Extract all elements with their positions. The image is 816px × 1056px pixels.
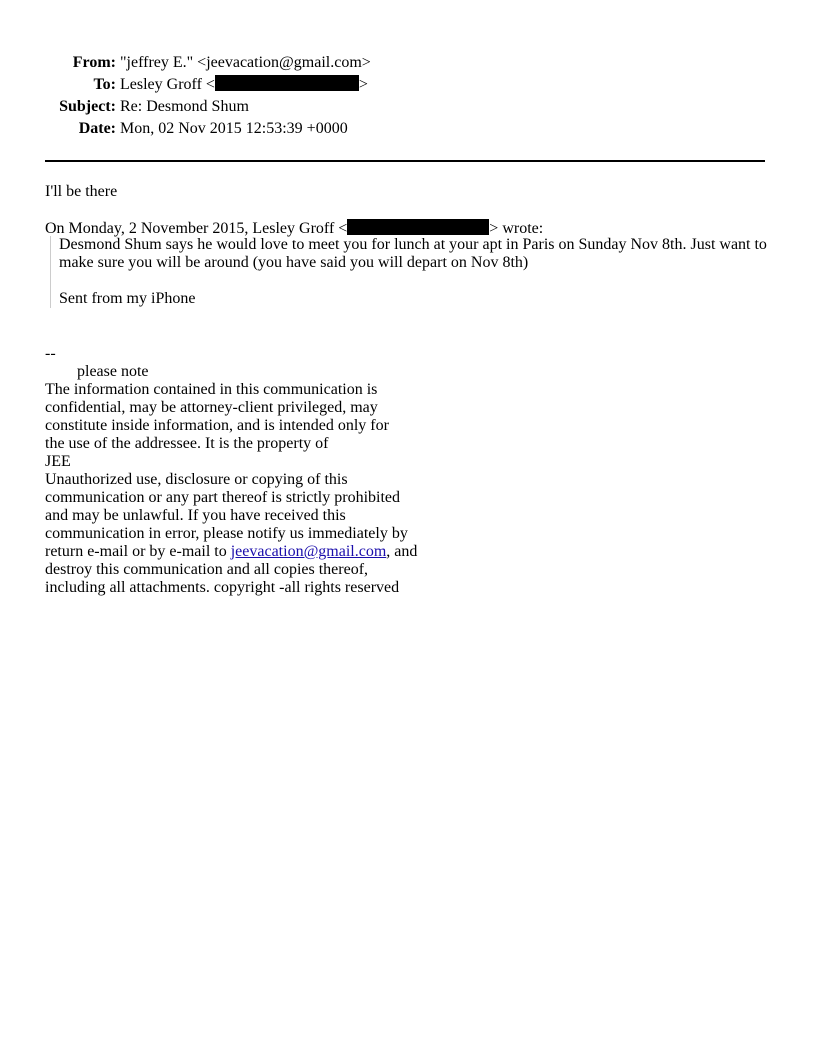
- header-divider: [45, 160, 765, 162]
- disclaimer-line: including all attachments. copyright -all rights reserved: [45, 579, 400, 596]
- disclaimer-line: Unauthorized use, disclosure or copying of this: [45, 471, 348, 488]
- date-value: Mon, 02 Nov 2015 12:53:39 +0000: [120, 120, 348, 137]
- email-link[interactable]: jeevacation@gmail.com: [230, 543, 387, 560]
- disclaimer-line: and may be unlawful. If you have received this: [45, 507, 346, 524]
- quote-intro-suffix: > wrote:: [489, 220, 544, 237]
- quote-signature: Sent from my iPhone: [59, 290, 196, 307]
- please-note: please note: [77, 363, 149, 380]
- quote-spacer: [59, 272, 789, 290]
- quote-line: Desmond Shum says he would love to meet you for lunch at your apt in Paris on Sunday Nov 8th. Just want to: [59, 236, 767, 253]
- disclaimer-line: constitute inside information, and is intended only for: [45, 417, 389, 434]
- date-row: [0, 119, 348, 139]
- quote-line: make sure you will be around (you have said you will depart on Nov 8th): [59, 254, 529, 271]
- disclaimer-line: communication or any part thereof is strictly prohibited: [45, 489, 401, 506]
- disclaimer-line: the use of the addressee. It is the property of: [45, 435, 329, 452]
- from-value: "jeffrey E." <jeevacation@gmail.com>: [120, 54, 371, 71]
- subject-row: [0, 97, 249, 117]
- to-name: Lesley Groff <: [120, 76, 215, 93]
- to-suffix: >: [358, 76, 368, 93]
- quote-intro-prefix: On Monday, 2 November 2015, Lesley Groff <: [45, 220, 348, 237]
- return-prefix: return e-mail or by e-mail to: [45, 543, 231, 560]
- subject-value: Re: Desmond Shum: [120, 98, 249, 115]
- quoted-message: [50, 236, 789, 308]
- reply-text: I'll be there: [45, 183, 118, 200]
- disclaimer-line: JEE: [45, 453, 71, 470]
- disclaimer-line: confidential, may be attorney-client privileged, may: [45, 399, 378, 416]
- disclaimer-line: The information contained in this communication is: [45, 381, 378, 398]
- disclaimer-return-line: [45, 543, 417, 561]
- subject-label: Subject:: [59, 98, 116, 115]
- signature-separator: --: [45, 345, 56, 362]
- disclaimer-line: communication in error, please notify us immediately by: [45, 525, 408, 542]
- from-row: [0, 53, 371, 73]
- disclaimer-line: destroy this communication and all copies thereof,: [45, 561, 369, 578]
- redaction-block: [347, 219, 489, 235]
- to-label: To:: [93, 76, 116, 93]
- date-label: Date:: [78, 120, 116, 137]
- redaction-block: [215, 75, 359, 91]
- to-row: [0, 75, 368, 95]
- return-suffix: , and: [386, 543, 418, 560]
- from-label: From:: [72, 54, 116, 71]
